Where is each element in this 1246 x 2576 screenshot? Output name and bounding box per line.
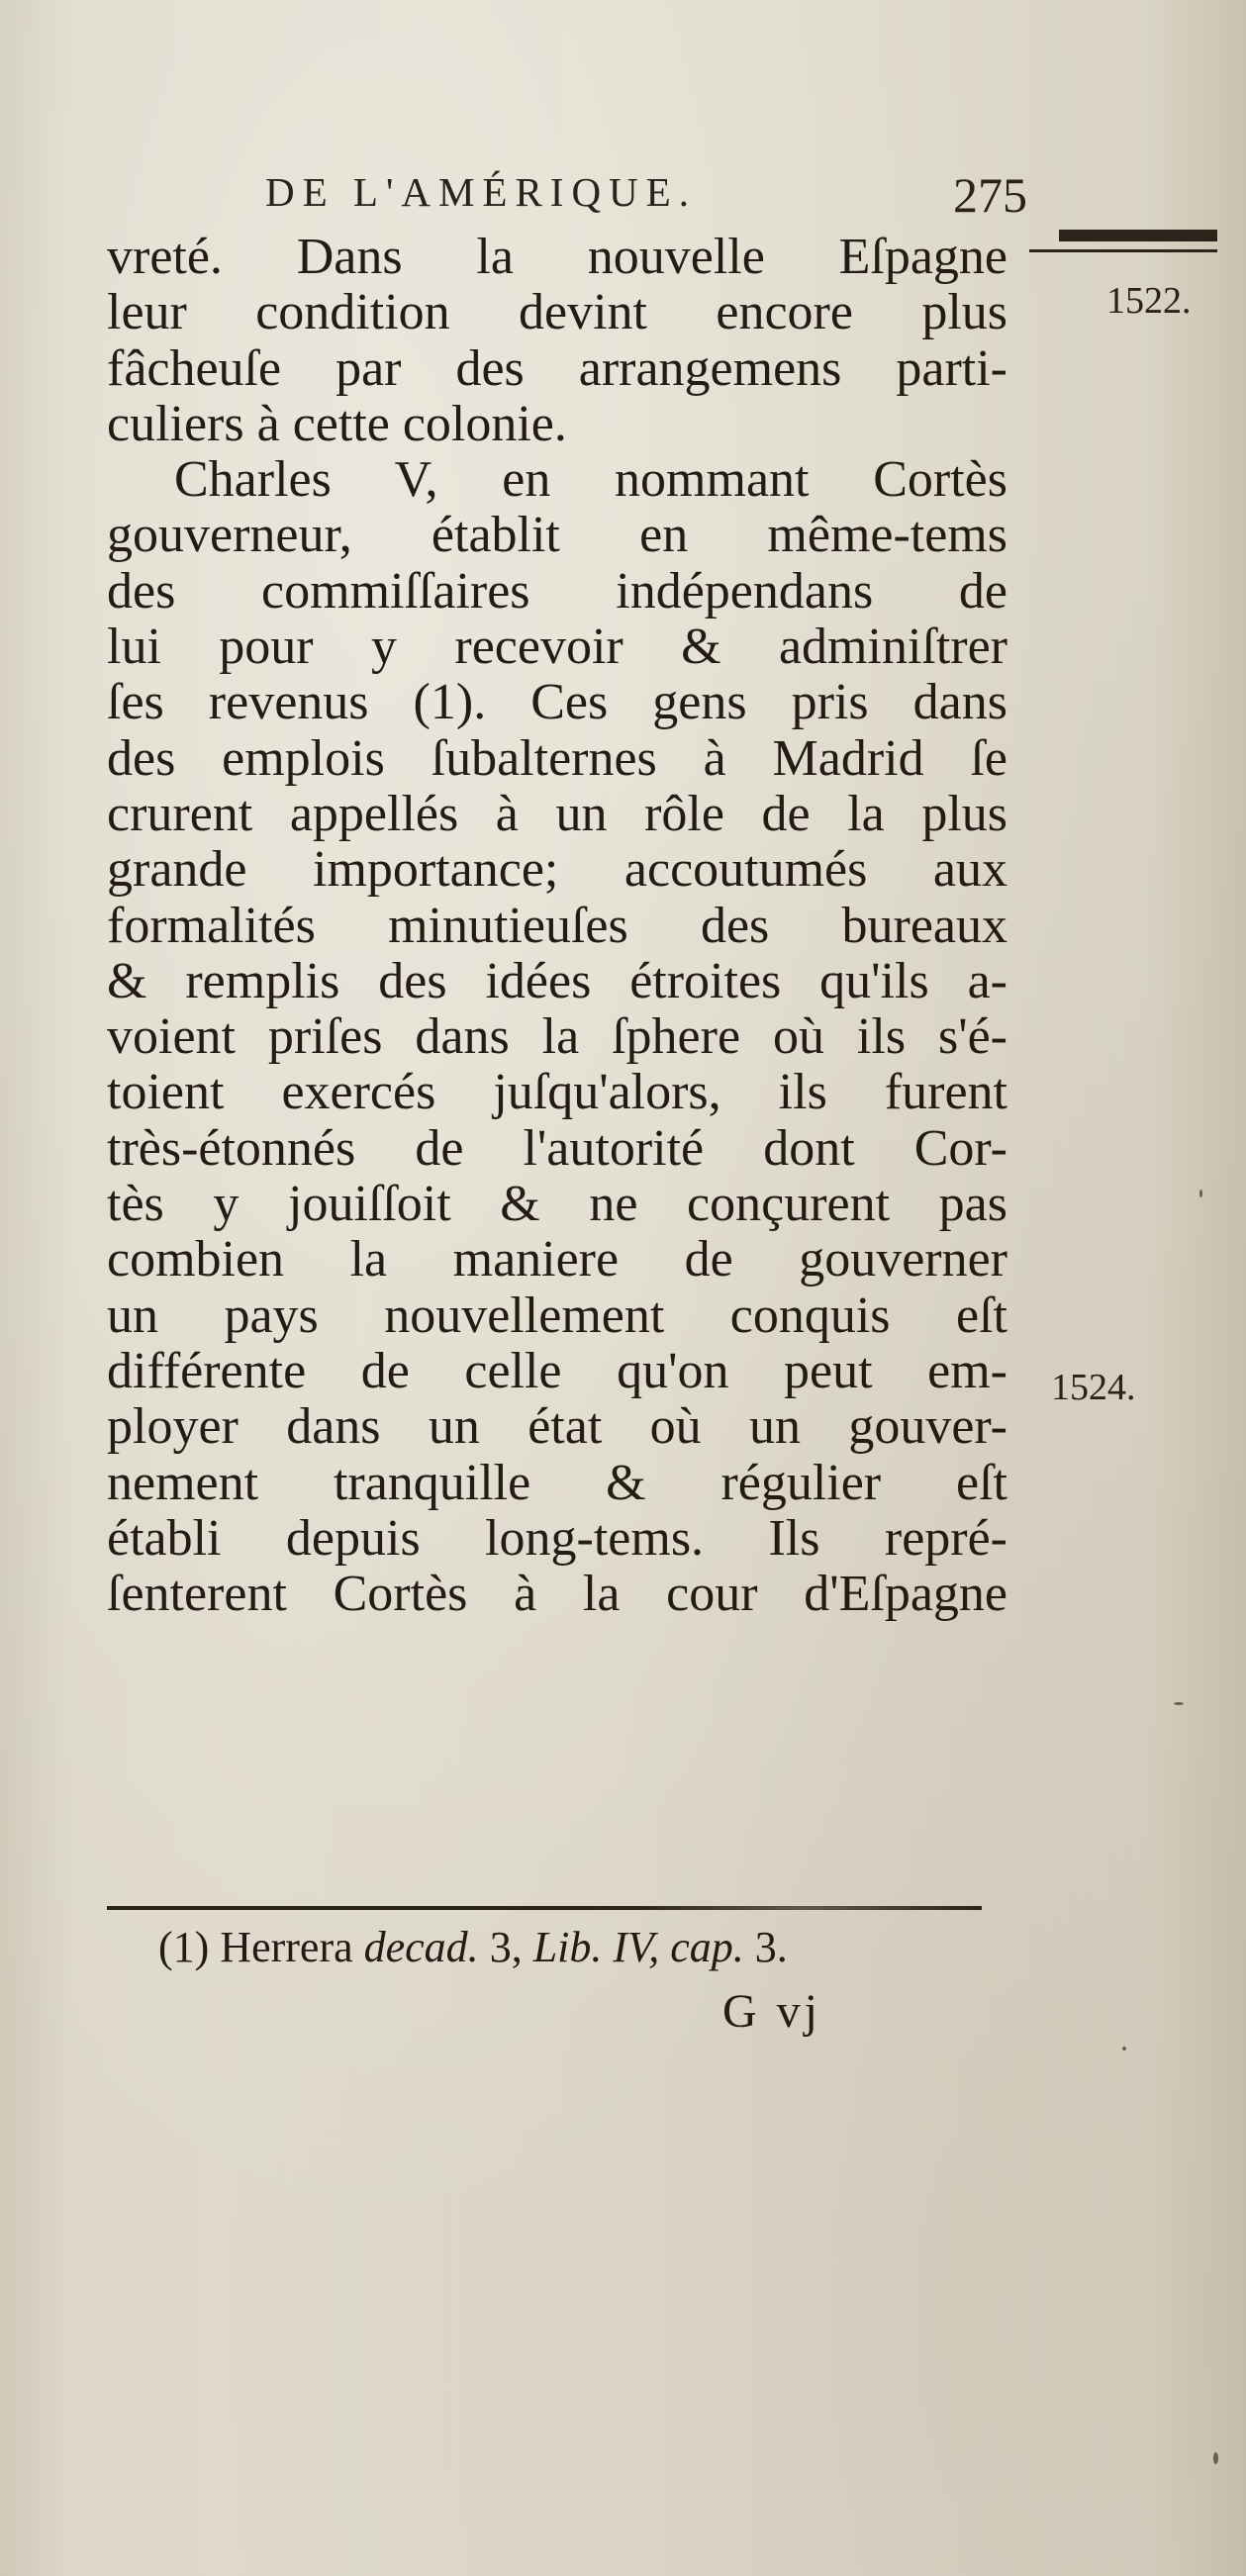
text-line: très-étonnés de l'autorité dont Cor- <box>107 1119 1007 1177</box>
text-line: vreté. Dans la nouvelle Eſpagne <box>107 229 1007 285</box>
text-line: nement tranquille & régulier eſt <box>107 1454 1007 1511</box>
text-line: un pays nouvellement conquis eſt <box>107 1287 1007 1344</box>
text-line: Charles V, en nommant Cortès <box>174 451 1007 509</box>
text-line: crurent appellés à un rôle de la plus <box>107 785 1007 842</box>
text-line: ſes revenus (1). Ces gens pris dans <box>107 674 1007 731</box>
footnote <box>158 1922 788 1972</box>
text-line: voient priſes dans la ſphere où ils s'é- <box>107 1008 1007 1066</box>
margin-rule-thick <box>1059 230 1217 241</box>
text-line: des commiſſaires indépendans de <box>107 562 1007 620</box>
text-line: toient exercés juſqu'alors, ils furent <box>107 1064 1007 1121</box>
text-line: lui pour y recevoir & adminiſtrer <box>107 619 1007 676</box>
paper-speck <box>1122 2047 1126 2051</box>
footnote-marker: (1) Herrera <box>158 1923 353 1971</box>
footnote-book: Lib. IV, <box>532 1923 660 1971</box>
text-line: ſenterent Cortès à la cour d'Eſpagne <box>107 1566 1007 1623</box>
text-line: différente de celle qu'on peut em- <box>107 1342 1007 1399</box>
text-line: fâcheuſe par des arrangemens parti- <box>107 339 1007 397</box>
paper-speck <box>1213 2452 1218 2464</box>
text-line: culiers à cette colonie. <box>107 395 567 452</box>
margin-rule <box>1029 228 1217 257</box>
text-line: établi depuis long-tems. Ils repré- <box>107 1509 1007 1567</box>
footnote-chapter-num: 3. <box>754 1923 788 1971</box>
paper-speck <box>1199 1190 1202 1197</box>
text-line: & remplis des idées étroites qu'ils a- <box>107 952 1007 1009</box>
text-line: formalités minutieuſes des bureaux <box>107 897 1007 954</box>
footnote-rule <box>107 1906 982 1910</box>
text-line: des emplois ſubalternes à Madrid ſe <box>107 729 1007 787</box>
text-line: tès y jouiſſoit & ne conçurent pas <box>107 1176 1007 1233</box>
footnote-chapter: cap. <box>670 1923 744 1971</box>
text-line: gouverneur, établit en même-tems <box>107 507 1007 564</box>
footnote-decade: decad. <box>363 1923 479 1971</box>
margin-year-1522: 1522. <box>1106 280 1192 322</box>
margin-year-1524: 1524. <box>1051 1367 1136 1408</box>
text-line: grande importance; accoutumés aux <box>107 841 1007 899</box>
body-text <box>107 230 1007 1622</box>
signature-mark: G vj <box>722 1985 821 2038</box>
text-line: ployer dans un état où un gouver- <box>107 1398 1007 1456</box>
running-title: DE L'AMÉRIQUE. <box>265 169 697 215</box>
text-line: combien la maniere de gouverner <box>107 1231 1007 1288</box>
page-number: 275 <box>953 167 1027 223</box>
paper-speck <box>1174 1702 1184 1705</box>
footnote-decade-num: 3, <box>489 1923 523 1971</box>
margin-rule-thin <box>1029 249 1217 252</box>
page-header <box>265 168 1027 228</box>
text-line: leur condition devint encore plus <box>107 284 1007 341</box>
